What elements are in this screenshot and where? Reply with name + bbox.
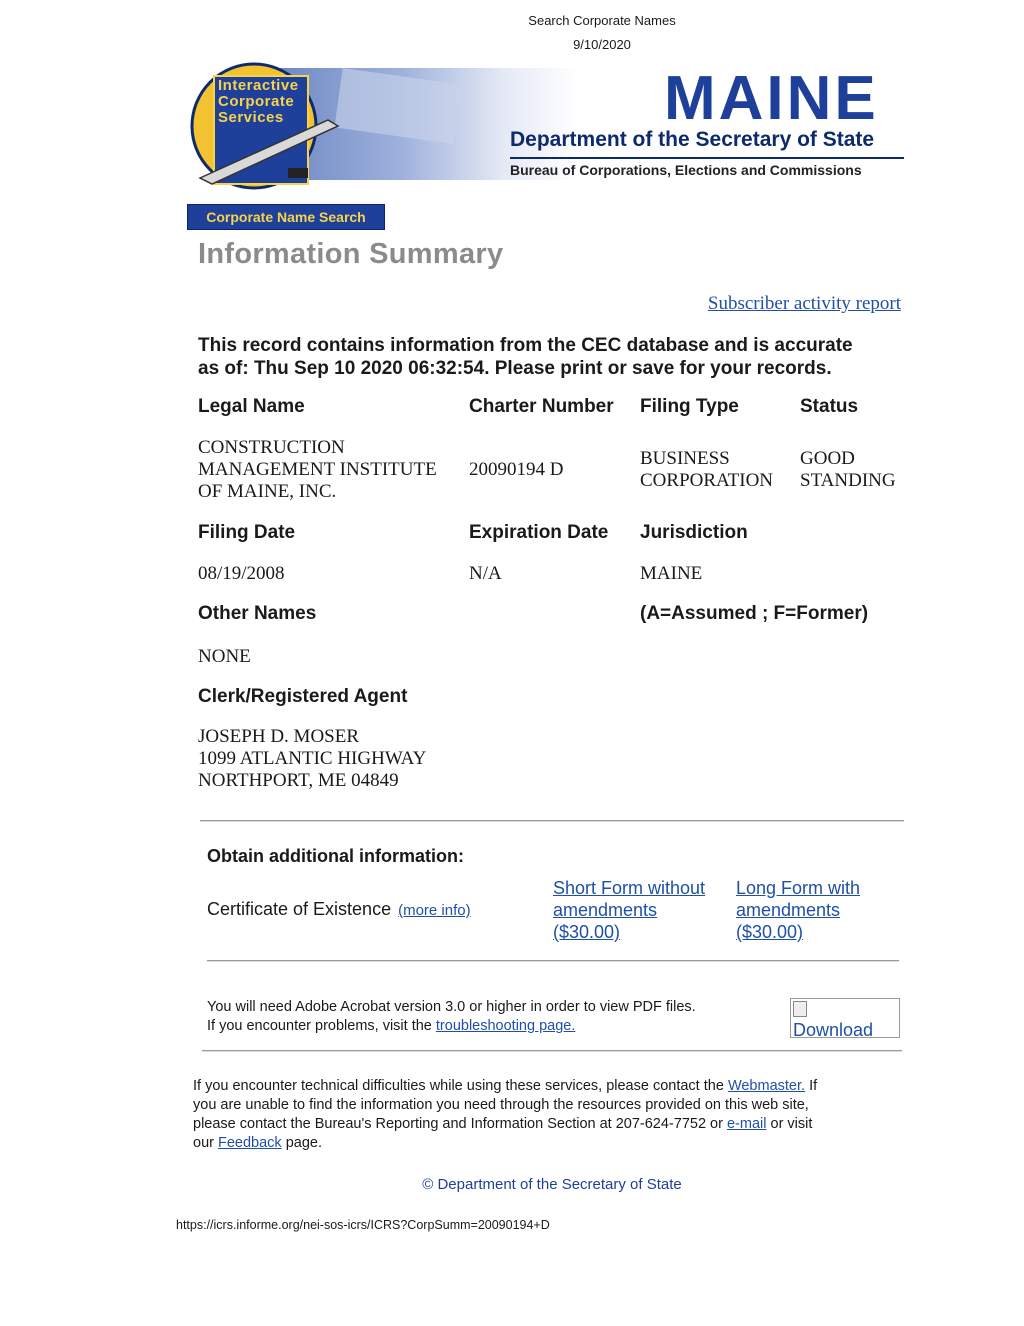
support-text: page. (285, 1135, 323, 1151)
acrobat-line-prefix: If you encounter problems, visit the (207, 1018, 432, 1034)
support-line: you are unable to find the information you need through the resources provided on this web site, (193, 1097, 809, 1113)
section-divider (207, 960, 899, 962)
badge-line: Interactive (218, 77, 299, 94)
support-text: our (193, 1135, 214, 1151)
subscriber-activity-link[interactable]: Subscriber activity report (707, 293, 901, 314)
bureau-name: Bureau of Corporations, Elections and Commissions (510, 162, 862, 178)
short-form-line: amendments (553, 900, 658, 920)
pen-clip (288, 168, 308, 178)
badge-line: Services (218, 109, 284, 126)
long-form-line: amendments (736, 900, 841, 920)
status-line: GOOD (800, 448, 855, 469)
legal-name-value (198, 437, 437, 503)
agent-address-line: 1099 ATLANTIC HIGHWAY (198, 748, 427, 769)
agent-address-line: NORTHPORT, ME 04849 (198, 770, 399, 791)
other-names-value: NONE (198, 646, 251, 667)
record-notice-line: as of: Thu Sep 10 2020 06:32:54. Please print or save for your records. (198, 358, 832, 379)
corporate-name-search-button[interactable]: Corporate Name Search (187, 204, 385, 230)
support-text: please contact the Bureau's Reporting and Information Section at 207-624-7752 or (193, 1116, 723, 1132)
email-link[interactable]: e-mail (726, 1116, 767, 1132)
clerk-agent-value (198, 726, 426, 792)
filing-date-value: 08/19/2008 (198, 563, 285, 584)
copyright (0, 1176, 1024, 1193)
troubleshooting-link[interactable]: troubleshooting page. (435, 1018, 576, 1034)
long-form-line: Long Form with (736, 878, 861, 898)
status-header: Status (800, 396, 859, 417)
acrobat-notice (207, 998, 696, 1036)
filing-type-header: Filing Type (640, 396, 739, 417)
jurisdiction-value: MAINE (640, 563, 703, 584)
record-notice-line: This record contains information from the CEC database and is accurate (198, 335, 853, 356)
acrobat-line-2 (207, 1017, 696, 1036)
additional-info-heading: Obtain additional information: (207, 846, 464, 866)
certificate-label: Certificate of Existence (207, 899, 392, 919)
support-line (193, 1134, 913, 1153)
filing-type-line: CORPORATION (640, 470, 774, 491)
long-form-link[interactable] (736, 877, 860, 943)
other-names-legend: (A=Assumed ; F=Former) (640, 603, 869, 624)
short-form-line: ($30.00) (553, 922, 621, 942)
expiration-date-value: N/A (469, 563, 502, 584)
acrobat-line: You will need Adobe Acrobat version 3.0 or higher in order to view PDF files. (207, 999, 696, 1015)
header-banner (188, 62, 908, 194)
services-badge-text (218, 78, 308, 126)
print-header-date: 9/10/2020 (573, 37, 631, 52)
other-names-header: Other Names (198, 603, 317, 624)
section-divider (202, 1050, 902, 1052)
legal-name-line: CONSTRUCTION (198, 437, 345, 458)
clerk-agent-header: Clerk/Registered Agent (198, 686, 408, 707)
filing-type-line: BUSINESS (640, 448, 730, 469)
status-value (800, 448, 896, 492)
agent-name: JOSEPH D. MOSER (198, 726, 360, 747)
print-footer-url: https://icrs.informe.org/nei-sos-icrs/ICRS?CorpSumm=20090194+D (176, 1218, 550, 1232)
jurisdiction-header: Jurisdiction (640, 522, 748, 543)
support-text: If (809, 1078, 818, 1094)
copyright-text: Department of the Secretary of State (437, 1176, 682, 1193)
section-divider (200, 820, 904, 822)
feedback-link[interactable]: Feedback (218, 1135, 282, 1151)
filing-date-header: Filing Date (198, 522, 296, 543)
support-line (193, 1077, 913, 1096)
badge-line: Corporate (218, 93, 295, 110)
more-info-link[interactable]: (more info) (398, 902, 471, 919)
support-text: If you encounter technical difficulties while using these services, please contact the (193, 1078, 724, 1094)
charter-number-value: 20090194 D (469, 459, 564, 480)
legal-name-header: Legal Name (198, 396, 305, 417)
department-name: Department of the Secretary of State (510, 128, 875, 151)
print-header-title: Search Corporate Names (528, 13, 676, 28)
download-alt-text: Download (793, 1020, 874, 1038)
broken-image-icon (793, 1001, 807, 1017)
filing-type-value (640, 448, 773, 492)
webmaster-link[interactable]: Webmaster. (727, 1078, 806, 1094)
banner-divider (510, 157, 904, 159)
support-line (193, 1115, 913, 1134)
support-text: or visit (770, 1116, 813, 1132)
download-acrobat-button[interactable] (790, 998, 900, 1038)
certificate-of-existence (207, 899, 471, 920)
expiration-date-header: Expiration Date (469, 522, 609, 543)
charter-number-header: Charter Number (469, 396, 614, 417)
page-title: Information Summary (198, 238, 504, 270)
copyright-icon: © (422, 1176, 434, 1193)
short-form-link[interactable] (553, 877, 705, 943)
long-form-line: ($30.00) (736, 922, 804, 942)
short-form-line: Short Form without (553, 878, 706, 898)
status-line: STANDING (800, 470, 896, 491)
legal-name-line: MANAGEMENT INSTITUTE (198, 459, 437, 480)
maine-wordmark: MAINE (664, 64, 879, 133)
record-notice (198, 334, 853, 380)
support-contact-text (193, 1077, 913, 1153)
legal-name-line: OF MAINE, INC. (198, 481, 337, 502)
